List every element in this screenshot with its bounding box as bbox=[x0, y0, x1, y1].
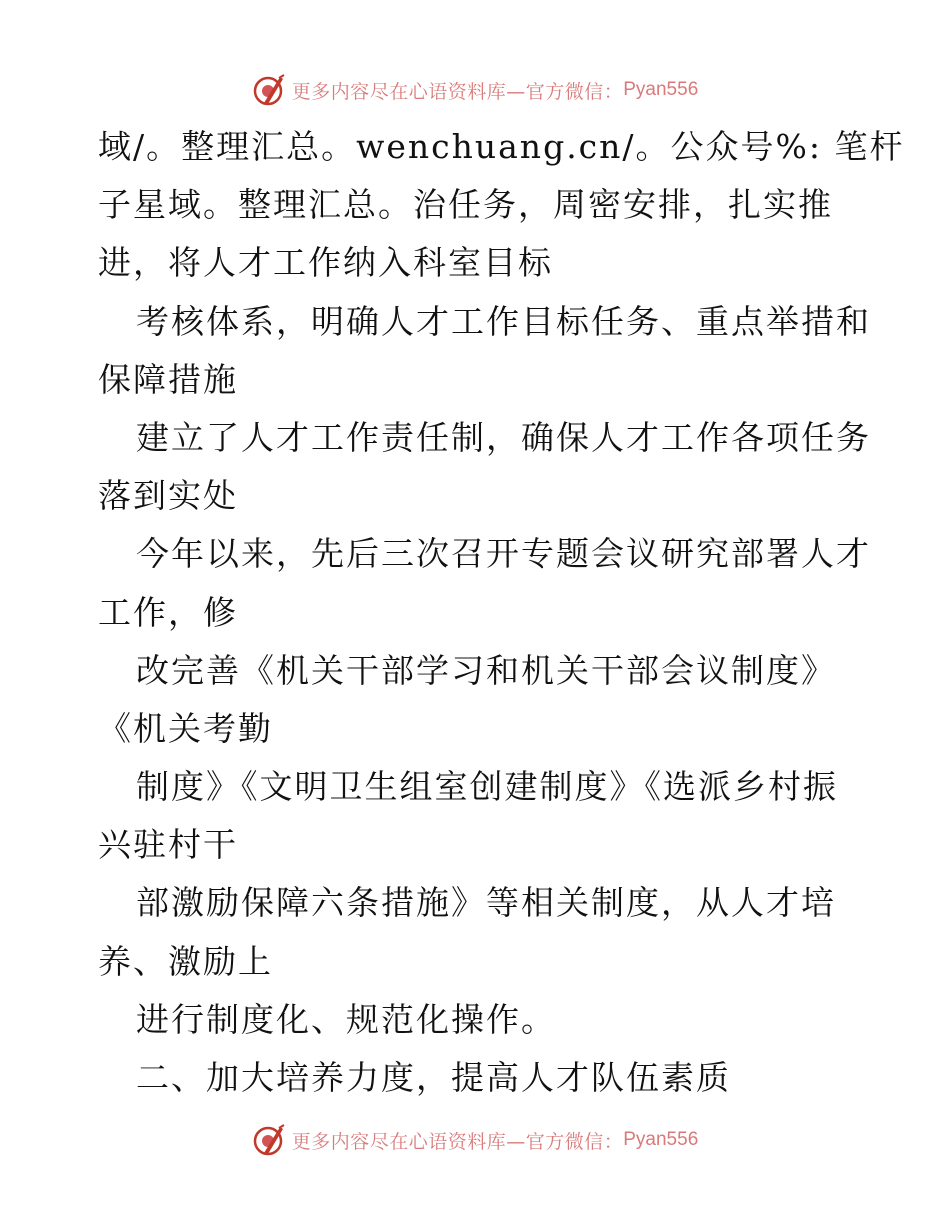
footer-watermark bbox=[0, 1120, 950, 1160]
watermark-text: 更多内容尽在心语资料库—官方微信： bbox=[291, 80, 624, 103]
section-heading: 二、加大培养力度，提高人才队伍素质 bbox=[136, 1058, 731, 1097]
text-line: 落到实处 bbox=[98, 476, 238, 516]
text-line: 今年以来，先后三次召开专题会议研究部署人才 bbox=[136, 534, 871, 574]
document-body bbox=[98, 118, 905, 1107]
text-line: 《机关考勤 bbox=[98, 708, 273, 748]
text-line: 域/。整理汇总。wenchuang.cn/。公众号%: 笔杆 bbox=[98, 127, 905, 166]
watermark-wechat-id: Pyan556 bbox=[623, 1129, 699, 1150]
text-line: 兴驻村干 bbox=[98, 825, 238, 865]
text-line: 建立了人才工作责任制，确保人才工作各项任务 bbox=[136, 417, 871, 457]
pen-logo-icon bbox=[252, 73, 286, 107]
pen-logo-icon bbox=[252, 1123, 286, 1157]
text-line: 保障措施 bbox=[98, 359, 238, 399]
text-line: 制度》《文明卫生组室创建制度》《选派乡村振 bbox=[136, 767, 838, 807]
watermark-text: 更多内容尽在心语资料库—官方微信： bbox=[291, 1130, 624, 1153]
text-line: 考核体系，明确人才工作目标任务、重点举措和 bbox=[136, 301, 871, 341]
text-line: 子星域。整理汇总。治任务，周密安排，扎实推 bbox=[98, 185, 833, 225]
text-line: 改完善《机关干部学习和机关干部会议制度》 bbox=[136, 650, 836, 690]
text-line: 部激励保障六条措施》等相关制度，从人才培 bbox=[136, 883, 836, 923]
text-line: 进行制度化、规范化操作。 bbox=[136, 999, 556, 1039]
watermark-wechat-id: Pyan556 bbox=[623, 79, 699, 100]
text-line: 养、激励上 bbox=[98, 941, 273, 981]
text-line: 工作，修 bbox=[98, 592, 238, 632]
header-watermark bbox=[0, 70, 950, 110]
text-line: 进，将人才工作纳入科室目标 bbox=[98, 243, 553, 283]
